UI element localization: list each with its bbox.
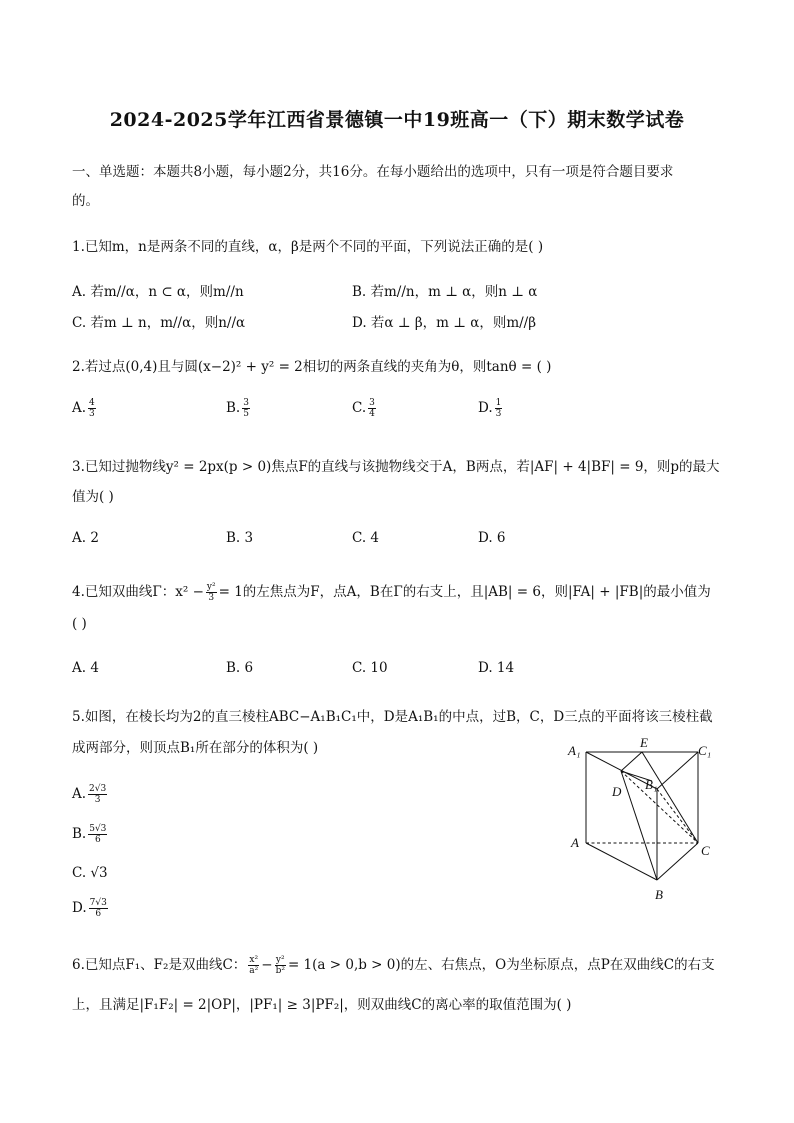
label-b1: B₁: [645, 777, 658, 792]
q6-stem-cont: 上，且满足|F₁F₂| = 2|OP|，|PF₁| ≥ 3|PF₂|，则双曲线C的离心率的取值范围为( ): [72, 997, 572, 1013]
label-e: E: [640, 735, 648, 750]
page-title: 2024-2025学年江西省景德镇一中19班高一（下）期末数学试卷: [109, 109, 685, 131]
q5-option-b: B. $\frac{5√3}{6}$: [72, 824, 107, 845]
label-c1: C₁: [698, 743, 712, 758]
q3-stem: 3.已知过抛物线y² = 2px(p > 0)焦点F的直线与该抛物线交于A，B两点，若|AF| + 4|BF| = 9，则p的最大: [72, 459, 720, 475]
q3-option-d: D. 6: [478, 530, 506, 546]
label-d: D: [612, 784, 622, 799]
q1-option-a: A. 若m//α，n ⊂ α，则m//n: [72, 284, 244, 300]
label-c: C: [701, 843, 710, 858]
q4-stem-cont: ( ): [72, 616, 87, 632]
edge-d-e: [621, 752, 642, 771]
q4-option-d: D. 14: [478, 660, 515, 676]
q1-option-b: B. 若m//n，m ⊥ α，则n ⊥ α: [352, 284, 538, 300]
q2-option-b: B. $\frac{3}{5}$: [226, 398, 249, 419]
q4-option-b: B. 6: [226, 660, 254, 676]
q2-option-a: A. $\frac{4}{3}$: [72, 398, 95, 419]
q1-stem: 1.已知m，n是两条不同的直线，α，β是两个不同的平面，下列说法正确的是( ): [72, 239, 544, 255]
q5-option-d: D. $\frac{7√3}{6}$: [72, 898, 107, 919]
q1-option-c: C. 若m ⊥ n，m//α，则n//α: [72, 315, 246, 331]
section-heading-cont: 的。: [72, 193, 99, 209]
edge-e-c: [642, 752, 698, 843]
q5-stem-cont: 成两部分，则顶点B₁所在部分的体积为( ): [72, 740, 319, 756]
label-b: B: [655, 887, 663, 902]
label-a1: A₁: [568, 743, 581, 758]
q2-stem: 2.若过点(0,4)且与圆(x−2)² + y² = 2相切的两条直线的夹角为θ，则tanθ = ( ): [72, 359, 552, 375]
q3-stem-cont: 值为( ): [72, 489, 114, 505]
q4-stem: 4.已知双曲线Γ：x² − $\frac{\text{y²}}{3}$ = 1的左焦点为F，点A，B在Γ的右支上，且|AB| = 6，则|FA| + |FB|的最小值为: [72, 582, 711, 603]
q3-option-c: C. 4: [352, 530, 380, 546]
q4-option-c: C. 10: [352, 660, 388, 676]
label-a: A: [571, 835, 579, 850]
prism-figure: [560, 735, 720, 910]
edge-b-c: [657, 843, 698, 880]
q4-option-a: A. 4: [72, 660, 99, 676]
q2-option-c: C. $\frac{3}{4}$: [352, 398, 375, 419]
q5-option-c: C. √3: [72, 865, 108, 881]
q5-option-a: A. $\frac{2√3}{3}$: [72, 784, 107, 805]
edge-b1-c-hidden: [657, 789, 698, 843]
q1-option-d: D. 若α ⊥ β，m ⊥ α，则m//β: [352, 315, 537, 331]
q3-option-a: A. 2: [72, 530, 99, 546]
q5-stem: 5.如图，在棱长均为2的直三棱柱ABC−A₁B₁C₁中，D是A₁B₁的中点，过B，C，D三点的平面将该三棱柱截: [72, 709, 713, 725]
q6-stem: 6.已知点F₁、F₂是双曲线C： $\frac{\text{x²}}{\text{a²}}$ − $\frac{\text{y²}}{\text{b²}}$ = 1(a > 0,b > 0)的左、右焦点，O为坐标原点，点P在双曲线C的右支: [72, 955, 715, 976]
edge-b1-c1: [657, 752, 698, 789]
q3-option-b: B. 3: [226, 530, 254, 546]
section-heading: 一、单选题：本题共8小题，每小题2分，共16分。在每小题给出的选项中，只有一项是符合题目要求: [72, 164, 674, 180]
q2-option-d: D. $\frac{1}{3}$: [478, 398, 502, 419]
